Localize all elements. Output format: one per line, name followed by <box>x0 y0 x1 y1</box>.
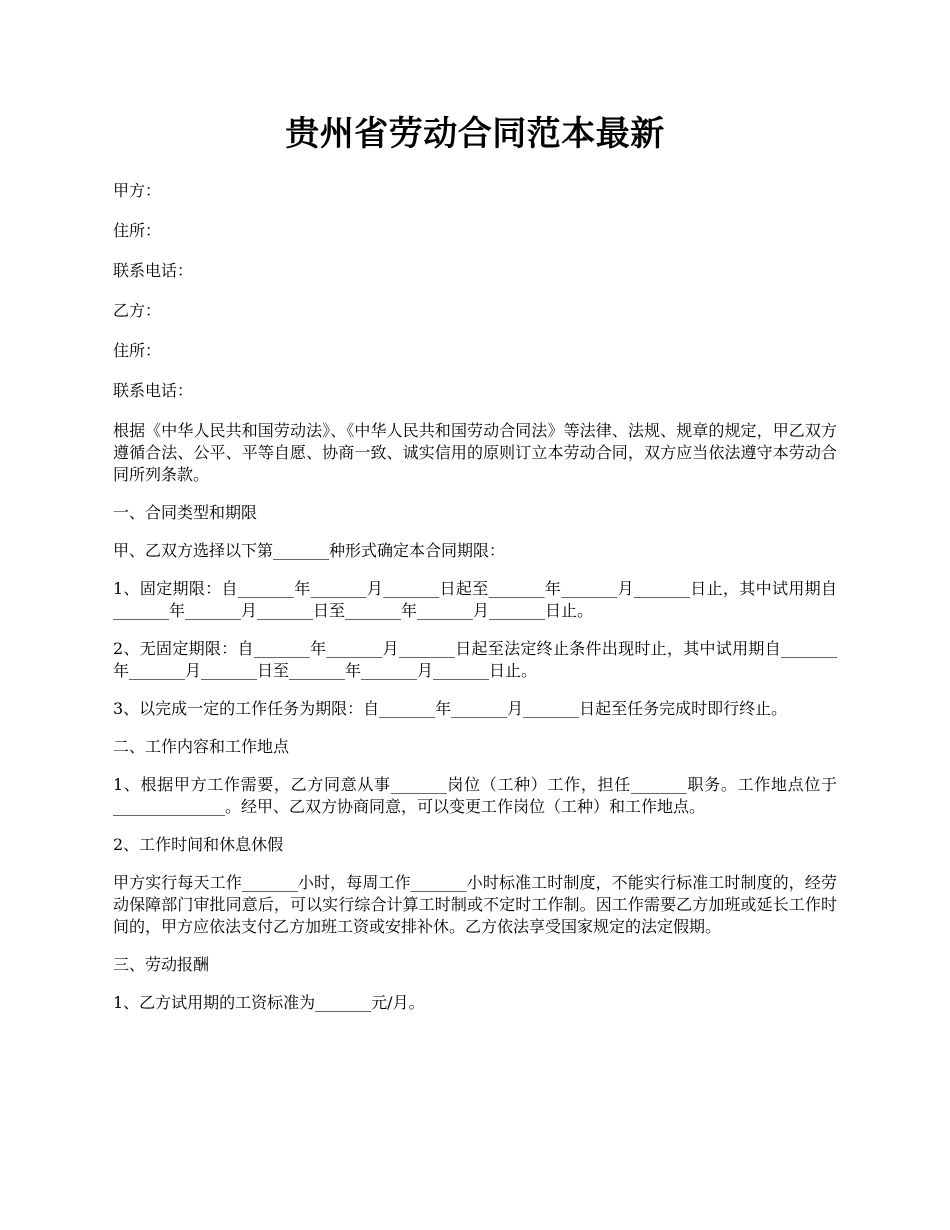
party-b-address-label: 住所： <box>113 341 162 360</box>
party-a-phone-label: 联系电话： <box>113 261 194 280</box>
party-a-address-label: 住所： <box>113 221 162 240</box>
task-based-term-clause: 3、以完成一定的工作任务为期限：自_______年_______月_______日起至任务完成时即行终止。 <box>113 699 788 718</box>
section-heading-work-content: 二、工作内容和工作地点 <box>113 737 290 756</box>
party-a-label: 甲方： <box>113 181 162 200</box>
party-b-phone-label: 联系电话： <box>113 381 194 400</box>
document-title: 贵州省劳动合同范本最新 <box>285 114 665 154</box>
party-info-block <box>113 180 837 402</box>
contract-term-choice: 甲、乙双方选择以下第_______种形式确定本合同期限： <box>113 541 506 560</box>
working-hours-clause: 甲方实行每天工作_______小时，每周工作_______小时标准工时制度，不能实行标准工时制度的，经劳动保障部门审批同意后，可以实行综合计算工时制或不定时工作制。因工作需要乙方加班或延长工作时间的，甲方应依法支付乙方加班工资或安排补休。乙方依法享受国家规定的法定假期。 <box>113 873 837 936</box>
intro-paragraph: 根据《中华人民共和国劳动法》、《中华人民共和国劳动合同法》等法律、法规、规章的规定，甲乙双方遵循合法、公平、平等自愿、协商一致、诚实信用的原则订立本劳动合同，双方应当依法遵守本劳动合同所列条款。 <box>113 421 837 484</box>
section-heading-remuneration: 三、劳动报酬 <box>113 955 210 974</box>
party-b-label: 乙方： <box>113 301 162 320</box>
fixed-term-clause: 1、固定期限：自_______年_______月_______日起至_______年_______月_______日止，其中试用期自_______年_______月_______日至_______年_______月_______日止。 <box>113 579 837 620</box>
open-ended-term-clause: 2、无固定期限：自_______年_______月_______日起至法定终止条件出现时止，其中试用期自_______年_______月_______日至_______年_______月_______日止。 <box>113 639 837 680</box>
probation-salary-clause: 1、乙方试用期的工资标准为_______元/月。 <box>113 993 425 1012</box>
work-position-clause: 1、根据甲方工作需要，乙方同意从事_______岗位（工种）工作，担任_______职务。工作地点位于______________。经甲、乙双方协商同意，可以变更工作岗位（工种）和工作地点。 <box>113 775 837 816</box>
section-heading-contract-term: 一、合同类型和期限 <box>113 503 258 522</box>
subheading-working-hours: 2、工作时间和休息休假 <box>113 835 284 854</box>
